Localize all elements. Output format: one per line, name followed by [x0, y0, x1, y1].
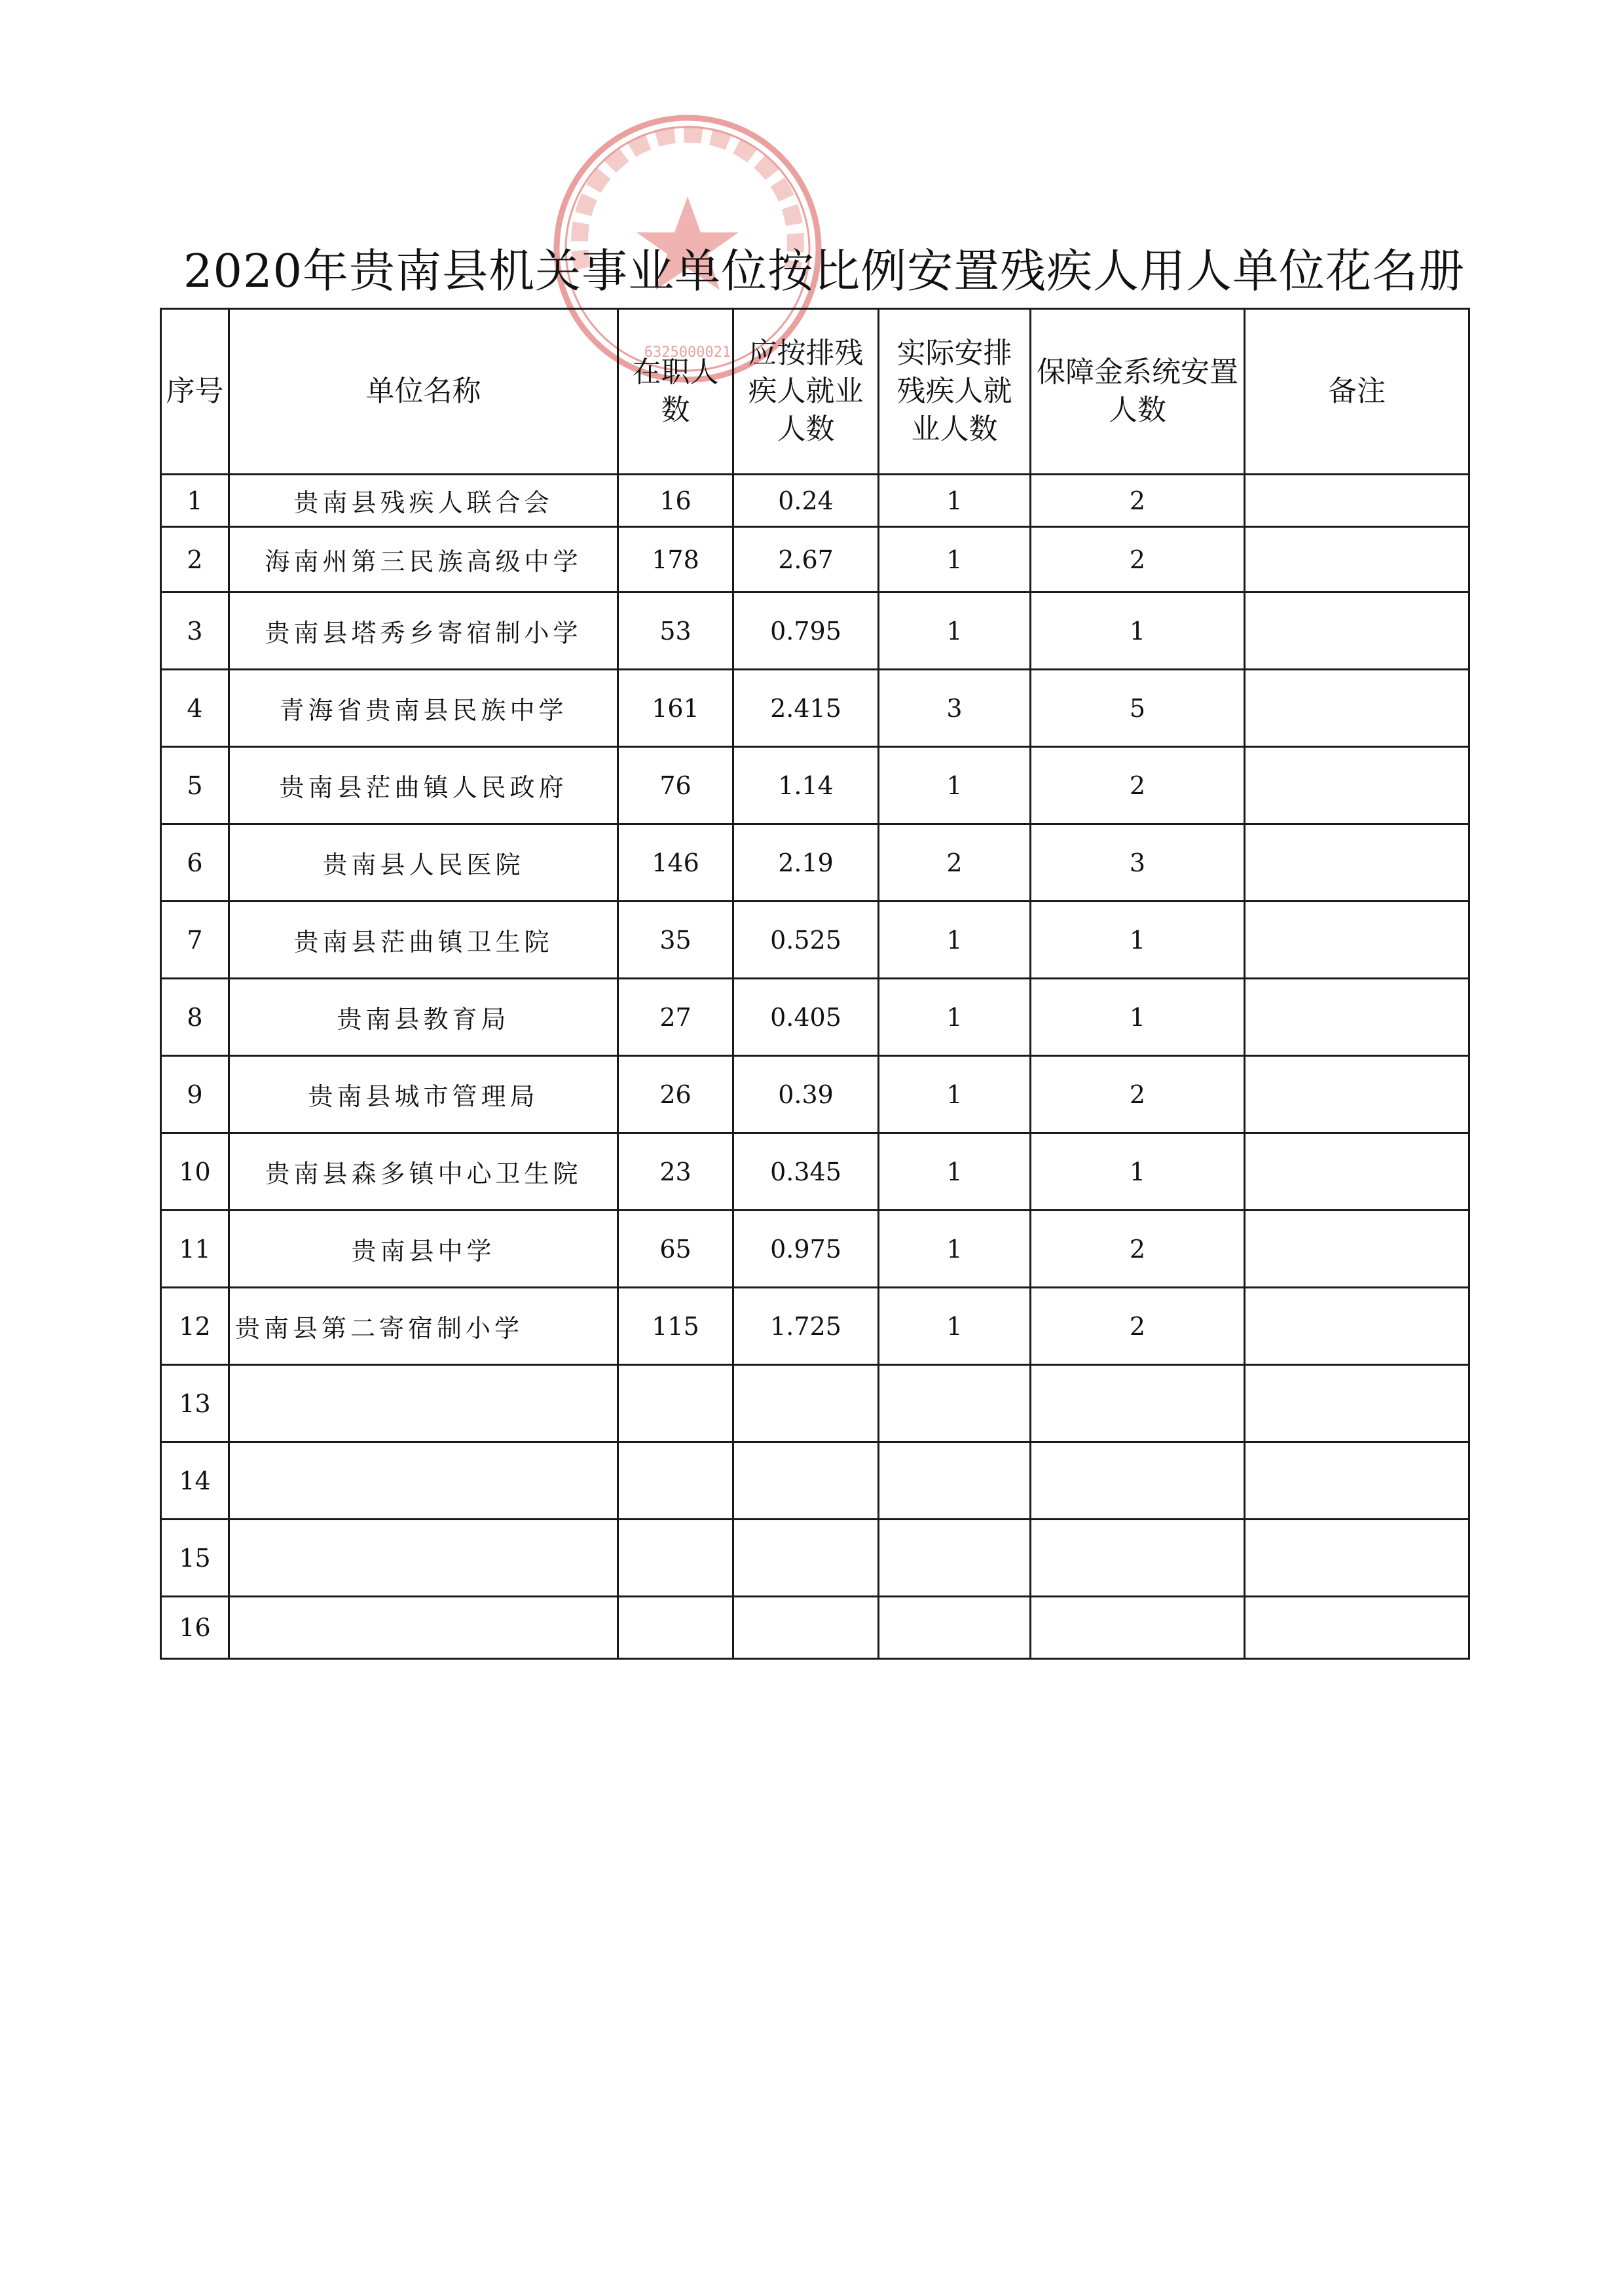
cell-actual-count: 1 [879, 592, 1031, 670]
table-row [161, 1365, 1469, 1442]
table-row [161, 592, 1469, 670]
cell-staff-count: 115 [618, 1288, 733, 1365]
table-row [161, 1442, 1469, 1520]
cell-remarks [1245, 1597, 1469, 1659]
cell-actual-count: 2 [879, 824, 1031, 902]
cell-seq: 16 [161, 1597, 229, 1659]
cell-fund-count: 1 [1031, 592, 1245, 670]
cell-seq: 11 [161, 1211, 229, 1288]
cell-seq: 1 [161, 475, 229, 527]
cell-seq: 14 [161, 1442, 229, 1520]
cell-unit-name [229, 1597, 618, 1659]
cell-remarks [1245, 979, 1469, 1056]
cell-remarks [1245, 902, 1469, 979]
cell-actual-count: 1 [879, 527, 1031, 592]
cell-remarks [1245, 1133, 1469, 1211]
cell-fund-count: 5 [1031, 670, 1245, 747]
cell-actual-count: 3 [879, 670, 1031, 747]
header-actual-count: 实际安排残疾人就业人数 [879, 309, 1031, 475]
cell-seq: 2 [161, 527, 229, 592]
cell-remarks [1245, 747, 1469, 824]
header-unit-name: 单位名称 [229, 309, 618, 475]
cell-seq: 12 [161, 1288, 229, 1365]
cell-actual-count: 1 [879, 1133, 1031, 1211]
cell-remarks [1245, 1056, 1469, 1133]
header-remarks: 备注 [1245, 309, 1469, 475]
cell-unit-name: 贵南县塔秀乡寄宿制小学 [229, 592, 618, 670]
cell-staff-count: 76 [618, 747, 733, 824]
cell-unit-name [229, 1520, 618, 1597]
cell-fund-count: 1 [1031, 902, 1245, 979]
cell-staff-count: 161 [618, 670, 733, 747]
cell-staff-count: 178 [618, 527, 733, 592]
cell-actual-count [879, 1520, 1031, 1597]
roster-table [160, 308, 1470, 1660]
cell-seq: 7 [161, 902, 229, 979]
cell-actual-count: 1 [879, 747, 1031, 824]
cell-staff-count [618, 1365, 733, 1442]
cell-remarks [1245, 1211, 1469, 1288]
header-seq: 序号 [161, 309, 229, 475]
cell-fund-count: 2 [1031, 747, 1245, 824]
table-header-row [161, 309, 1469, 475]
cell-staff-count [618, 1442, 733, 1520]
cell-actual-count: 1 [879, 979, 1031, 1056]
cell-remarks [1245, 1442, 1469, 1520]
cell-remarks [1245, 1520, 1469, 1597]
cell-staff-count [618, 1597, 733, 1659]
table-row [161, 670, 1469, 747]
cell-required-count: 0.345 [733, 1133, 879, 1211]
table-row [161, 475, 1469, 527]
cell-seq: 8 [161, 979, 229, 1056]
table-row [161, 1211, 1469, 1288]
cell-seq: 13 [161, 1365, 229, 1442]
document-title: 2020年贵南县机关事业单位按比例安置残疾人用人单位花名册 [183, 244, 1466, 298]
table-row [161, 1133, 1469, 1211]
cell-unit-name: 贵南县残疾人联合会 [229, 475, 618, 527]
cell-seq: 3 [161, 592, 229, 670]
cell-fund-count [1031, 1365, 1245, 1442]
cell-staff-count [618, 1520, 733, 1597]
cell-unit-name: 青海省贵南县民族中学 [229, 670, 618, 747]
cell-actual-count: 1 [879, 1056, 1031, 1133]
cell-required-count: 2.415 [733, 670, 879, 747]
cell-fund-count: 2 [1031, 1288, 1245, 1365]
cell-unit-name [229, 1365, 618, 1442]
table-row [161, 1288, 1469, 1365]
cell-unit-name: 贵南县城市管理局 [229, 1056, 618, 1133]
cell-fund-count: 1 [1031, 979, 1245, 1056]
cell-unit-name: 贵南县教育局 [229, 979, 618, 1056]
header-fund-count: 保障金系统安置人数 [1031, 309, 1245, 475]
cell-seq: 4 [161, 670, 229, 747]
cell-required-count [733, 1520, 879, 1597]
cell-actual-count [879, 1597, 1031, 1659]
cell-required-count: 0.975 [733, 1211, 879, 1288]
cell-required-count: 2.19 [733, 824, 879, 902]
cell-required-count: 0.24 [733, 475, 879, 527]
cell-staff-count: 16 [618, 475, 733, 527]
cell-required-count [733, 1442, 879, 1520]
cell-required-count: 0.39 [733, 1056, 879, 1133]
cell-staff-count: 23 [618, 1133, 733, 1211]
header-required-count: 应按排残疾人就业人数 [733, 309, 879, 475]
table-row [161, 1056, 1469, 1133]
cell-actual-count: 1 [879, 902, 1031, 979]
table-row [161, 1597, 1469, 1659]
cell-staff-count: 27 [618, 979, 733, 1056]
cell-required-count: 1.725 [733, 1288, 879, 1365]
cell-unit-name: 贵南县茫曲镇卫生院 [229, 902, 618, 979]
cell-required-count: 0.405 [733, 979, 879, 1056]
cell-staff-count: 35 [618, 902, 733, 979]
cell-seq: 10 [161, 1133, 229, 1211]
cell-actual-count [879, 1365, 1031, 1442]
cell-seq: 5 [161, 747, 229, 824]
cell-fund-count: 2 [1031, 1056, 1245, 1133]
cell-fund-count: 1 [1031, 1133, 1245, 1211]
cell-staff-count: 65 [618, 1211, 733, 1288]
cell-unit-name: 贵南县中学 [229, 1211, 618, 1288]
cell-fund-count: 2 [1031, 1211, 1245, 1288]
cell-unit-name [229, 1442, 618, 1520]
cell-unit-name: 贵南县森多镇中心卫生院 [229, 1133, 618, 1211]
cell-seq: 6 [161, 824, 229, 902]
cell-required-count: 2.67 [733, 527, 879, 592]
cell-required-count: 0.795 [733, 592, 879, 670]
table-row [161, 1520, 1469, 1597]
header-staff-count: 在职人数 [618, 309, 733, 475]
cell-actual-count: 1 [879, 1211, 1031, 1288]
table-row [161, 747, 1469, 824]
table-row [161, 527, 1469, 592]
cell-unit-name: 贵南县第二寄宿制小学 [229, 1288, 618, 1365]
cell-remarks [1245, 592, 1469, 670]
cell-seq: 9 [161, 1056, 229, 1133]
cell-fund-count: 3 [1031, 824, 1245, 902]
cell-remarks [1245, 670, 1469, 747]
cell-required-count: 1.14 [733, 747, 879, 824]
table-row [161, 902, 1469, 979]
cell-staff-count: 146 [618, 824, 733, 902]
table-row [161, 979, 1469, 1056]
cell-actual-count [879, 1442, 1031, 1520]
cell-required-count: 0.525 [733, 902, 879, 979]
cell-remarks [1245, 1288, 1469, 1365]
cell-unit-name: 海南州第三民族高级中学 [229, 527, 618, 592]
cell-staff-count: 53 [618, 592, 733, 670]
cell-required-count [733, 1597, 879, 1659]
cell-fund-count [1031, 1442, 1245, 1520]
cell-remarks [1245, 527, 1469, 592]
cell-required-count [733, 1365, 879, 1442]
svg-text:6325000021: 6325000021 [644, 344, 731, 361]
cell-remarks [1245, 824, 1469, 902]
cell-unit-name: 贵南县茫曲镇人民政府 [229, 747, 618, 824]
cell-fund-count: 2 [1031, 475, 1245, 527]
cell-actual-count: 1 [879, 1288, 1031, 1365]
cell-seq: 15 [161, 1520, 229, 1597]
table-body [161, 475, 1469, 1659]
cell-remarks [1245, 475, 1469, 527]
cell-fund-count [1031, 1597, 1245, 1659]
cell-staff-count: 26 [618, 1056, 733, 1133]
cell-fund-count [1031, 1520, 1245, 1597]
cell-fund-count: 2 [1031, 527, 1245, 592]
cell-remarks [1245, 1365, 1469, 1442]
cell-actual-count: 1 [879, 475, 1031, 527]
table-row [161, 824, 1469, 902]
cell-unit-name: 贵南县人民医院 [229, 824, 618, 902]
